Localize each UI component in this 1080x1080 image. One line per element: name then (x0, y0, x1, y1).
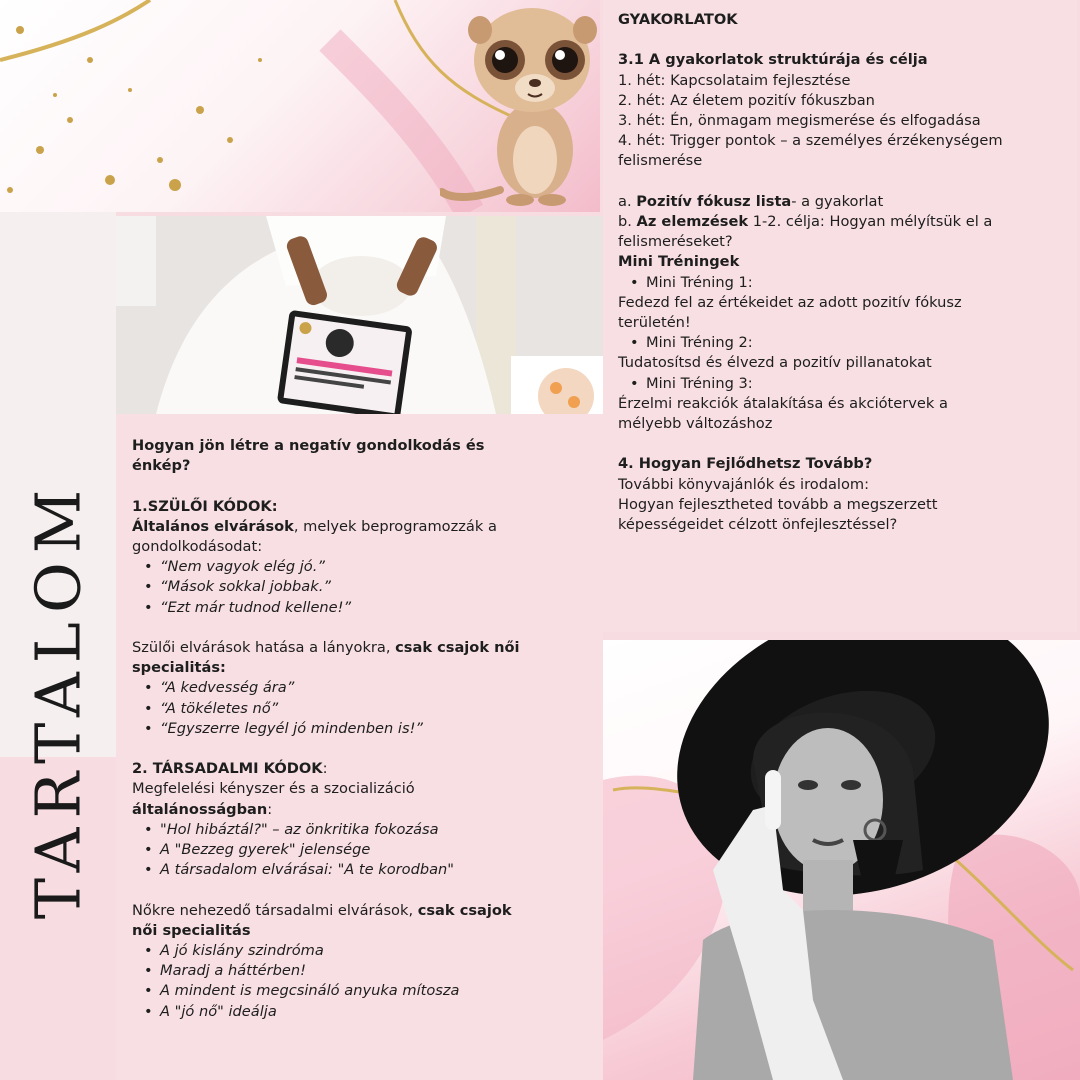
social-codes-intro: Megfelelési kényszer és a szocializáció (132, 780, 415, 798)
social-codes-heading (132, 759, 603, 779)
item-b (618, 212, 1077, 232)
mini-training-list (618, 273, 1077, 293)
parental-codes-intro-continuation: gondolkodásodat: (132, 538, 263, 555)
mini-training-list (618, 333, 1077, 353)
list-item: • A "Bezzeg gyerek" jelensége (160, 840, 603, 860)
social-codes-bold: általánosságban (132, 800, 268, 818)
section-4-heading: 4. Hogyan Fejlődhetsz Tovább? (618, 455, 873, 473)
list-item: • "Hol hibáztál?" – az önkritika fokozása (160, 820, 603, 840)
parental-codes-heading: 1.SZÜLŐI KÓDOK: (132, 497, 278, 515)
social-codes-colon: : (322, 760, 328, 778)
list-item: • “Nem vagyok elég jó.” (160, 557, 603, 577)
list-item: • Maradj a háttérben! (160, 961, 603, 981)
parental-codes-intro (132, 517, 603, 537)
item-b-text: 1-2. célja: Hogyan mélyítsük el a (748, 213, 993, 230)
mini-training-list (618, 374, 1077, 394)
girls-quotes-list (132, 678, 603, 739)
social-codes-list (132, 820, 603, 881)
section-4-text: További könyvajánlók és irodalom: (618, 475, 870, 493)
woman-portrait-photo (603, 640, 1080, 1080)
tablet-photo (116, 216, 603, 414)
section-3-1-heading: 3.1 A gyakorlatok struktúrája és célja (618, 51, 928, 69)
exercises-panel (603, 0, 1077, 632)
mini-training-text: Tudatosítsd és élvezd a pozitív pillanatokat (618, 354, 932, 372)
item-a-title: Pozitív fókusz lista (636, 192, 792, 210)
women-expectations-continuation: női specialitás (132, 921, 251, 939)
women-expectations-bold: csak csajok (417, 901, 512, 919)
list-item: • “A tökéletes nő” (160, 699, 603, 719)
question-heading: Hogyan jön létre a negatív gondolkodás és (132, 437, 485, 454)
list-item: • A társadalom elvárásai: "A te korodban" (160, 860, 603, 880)
question-heading-continuation: énkép? (132, 457, 191, 475)
girls-expectations-text: Szülői elvárások hatása a lányokra, (132, 639, 396, 656)
item-b-continuation: felismeréseket? (618, 233, 733, 251)
week-item: 2. hét: Az életem pozitív fókuszban (618, 91, 875, 109)
exercises-heading: GYAKORLATOK (618, 11, 738, 28)
week-item-continuation: felismerése (618, 152, 703, 170)
mini-training-title: • Mini Tréning 3: (646, 374, 1077, 394)
mini-training-text: területén! (618, 314, 691, 332)
item-b-title: Az elemzések (636, 213, 749, 230)
parental-codes-intro-bold: Általános elvárások (132, 517, 294, 535)
mini-training-title: • Mini Tréning 1: (646, 273, 1077, 293)
list-item: • “Mások sokkal jobbak.” (160, 577, 603, 597)
week-item: 4. hét: Trigger pontok – a személyes érzékenységem (618, 132, 1003, 150)
item-a-prefix: a. (618, 192, 637, 210)
list-item: • “Egyszerre legyél jó mindenben is!” (160, 719, 603, 739)
week-item: 3. hét: Én, önmagam megismerése és elfogadása (618, 112, 981, 129)
women-expectations-list (132, 941, 603, 1022)
parental-quotes-list (132, 557, 603, 618)
women-expectations-text: Nőkre nehezedő társadalmi elvárások, (132, 901, 418, 919)
section-4-text: képességeidet célzott önfejlesztéssel? (618, 516, 898, 534)
list-item: • A jó kislány szindróma (160, 941, 603, 961)
social-codes-heading-text: 2. TÁRSADALMI KÓDOK (132, 760, 323, 778)
list-item: • A mindent is megcsináló anyuka mítosza (160, 981, 603, 1001)
title-strip (0, 212, 116, 920)
mini-trainings-heading: Mini Tréningek (618, 253, 740, 271)
list-item: • “Ezt már tudnod kellene!” (160, 598, 603, 618)
meerkat-illustration (440, 0, 600, 212)
item-a-text: - a gyakorlat (791, 192, 884, 210)
mini-training-text: Érzelmi reakciók átalakítása és akciótervek a (618, 394, 948, 412)
item-b-prefix: b. (618, 213, 637, 230)
section-4-text: Hogyan fejlesztheted tovább a megszerzett (618, 495, 938, 513)
mini-training-text: mélyebb változáshoz (618, 415, 773, 433)
parental-codes-intro-text: , melyek beprogramozzák a (293, 517, 497, 535)
girls-expectations-intro (132, 638, 603, 658)
list-item: • “A kedvesség ára” (160, 678, 603, 698)
contents-panel (116, 414, 603, 1080)
girls-expectations-continuation: specialitás: (132, 659, 226, 677)
page-title: TARTALOM (21, 480, 95, 920)
week-item: 1. hét: Kapcsolataim fejlesztése (618, 71, 851, 89)
mini-training-text: Fedezd fel az értékeidet az adott pozitív fókusz (618, 293, 962, 311)
list-item: • A "jó nő" ideálja (160, 1002, 603, 1022)
item-a (618, 192, 1077, 212)
girls-expectations-bold: csak csajok női (395, 639, 520, 656)
women-expectations-intro (132, 901, 603, 921)
mini-training-title: • Mini Tréning 2: (646, 333, 1077, 353)
social-codes-colon2: : (267, 800, 273, 818)
social-codes-intro-continuation (132, 800, 603, 820)
